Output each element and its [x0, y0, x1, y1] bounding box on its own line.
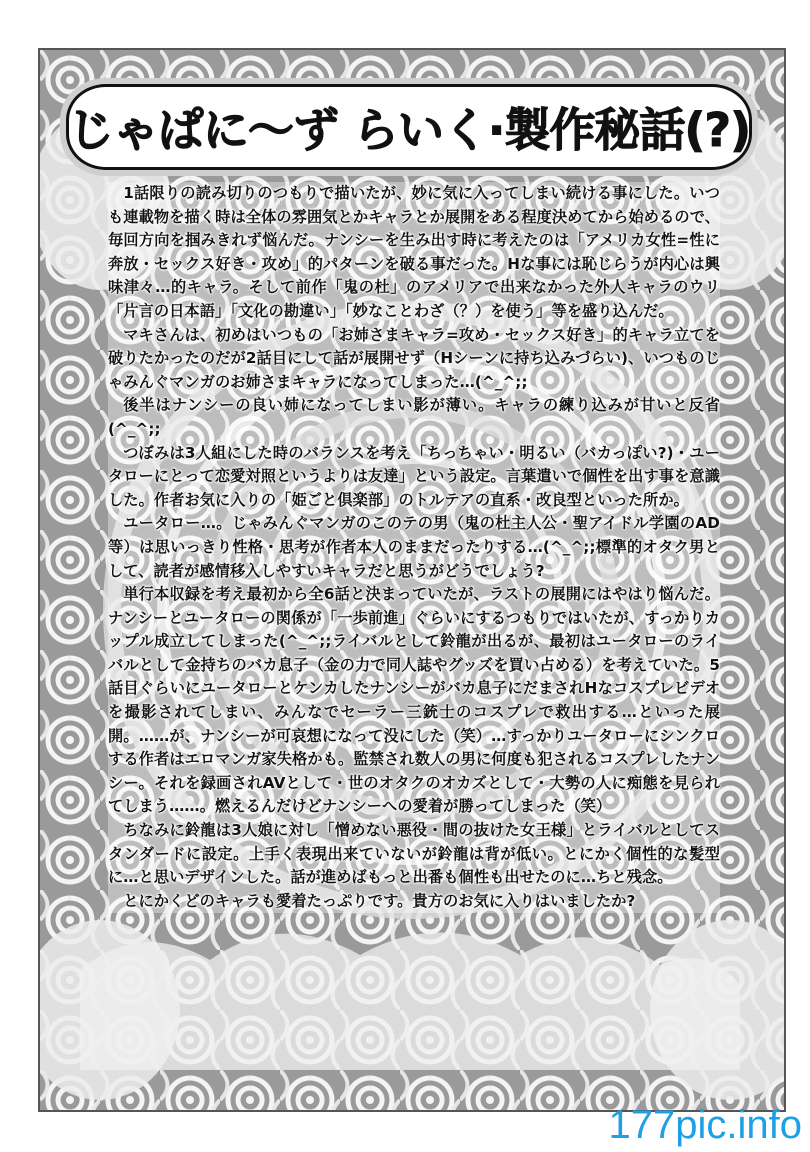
paragraph: とにかくどのキャラも愛着たっぷりです。貴方のお気に入りはいましたか? [108, 890, 720, 914]
paragraph: 単行本収録を考え最初から全6話と決まっていたが、ラストの展開にはやはり悩んだ。ナンシーとユータローの関係が「一歩前進」ぐらいにするつもりではいたが、すっかりカップル成立してしまった(^_^;;ライバルとして鈴龍が出るが、最初はユータローのライバルとして金持ちのバカ息子（金の力で同人誌やグッズを買い占める）を考えていた。5話目ぐらいにユータローとケンカしたナンシーがバカ息子にだまされHなコスプレビデオを撮影されてしまい、みんなでセーラー三銃士のコスプレで救出する…といった展開。……が、ナンシーが可哀想になって没にした（笑）…すっかりユータローにシンクロする作者はエロマンガ家失格かも。監禁され数人の男に何度も犯されるコスプレしたナンシー。それを録画されAVとして・世のオタクのオカズとして・大勢の人に痴態を見られてしまう……。燃えるんだけどナンシーへの愛着が勝ってしまった（笑） [108, 583, 720, 819]
essay-body [108, 182, 720, 913]
paragraph: ユータロー…。じゃみんぐマンガのこのテの男（鬼の杜主人公・聖アイドル学園のAD等）は思いっきり性格・思考が作者本人のままだったりする…(^_^;;標準的オタク男として、読者が感情移入しやすいキャラだと思うがどうでしょう? [108, 512, 720, 583]
paragraph: ちなみに鈴龍は3人娘に対し「憎めない悪役・間の抜けた女王様」とライバルとしてスタンダードに設定。上手く表現出来ていないが鈴龍は背が低い。とにかく個性的な髪型に…と思いデザインした。話が進めばもっと出番も個性も出せたのに…ちと残念。 [108, 819, 720, 890]
title-banner [66, 84, 752, 170]
page-title: じゃぱに〜ず らいく·製作秘話(?) [67, 103, 751, 157]
paragraph: 1話限りの読み切りのつもりで描いたが、妙に気に入ってしまい続ける事にした。いつも連載物を描く時は全体の雰囲気とかキャラとか展開をある程度決めてから始めるので、毎回方向を掴みきれず悩んだ。ナンシーを生み出す時に考えたのは「アメリカ女性=性に奔放・セックス好き・攻め」的パターンを破る事だった。Hな事には恥じらうが内心は興味津々…的キャラ。そして前作「鬼の杜」のアメリアで出来なかった外人キャラのウリ「片言の日本語」「文化の勘違い」「妙なことわざ（？）を使う」等を盛り込んだ。 [108, 182, 720, 324]
paragraph: つぼみは3人組にした時のバランスを考え「ちっちゃい・明るい（バカっぽい?)・ユータローにとって恋愛対照というよりは友達」という設定。言葉遣いで個性を出す事を意識した。作者お気に入りの「姫ごと倶楽部」のトルテアの直系・改良型といった所か。 [108, 442, 720, 513]
paragraph: マキさんは、初めはいつもの「お姉さまキャラ=攻め・セックス好き」的キャラ立てを破りたかったのだが2話目にして話が展開せず（Hシーンに持ち込みづらい)、いつものじゃみんぐマンガのお姉さまキャラになってしまった…(^_^;; [108, 324, 720, 395]
paragraph: 後半はナンシーの良い姉になってしまい影が薄い。キャラの練り込みが甘いと反省(^_^;; [108, 394, 720, 441]
watermark-text: 177pic.info [608, 1103, 802, 1147]
